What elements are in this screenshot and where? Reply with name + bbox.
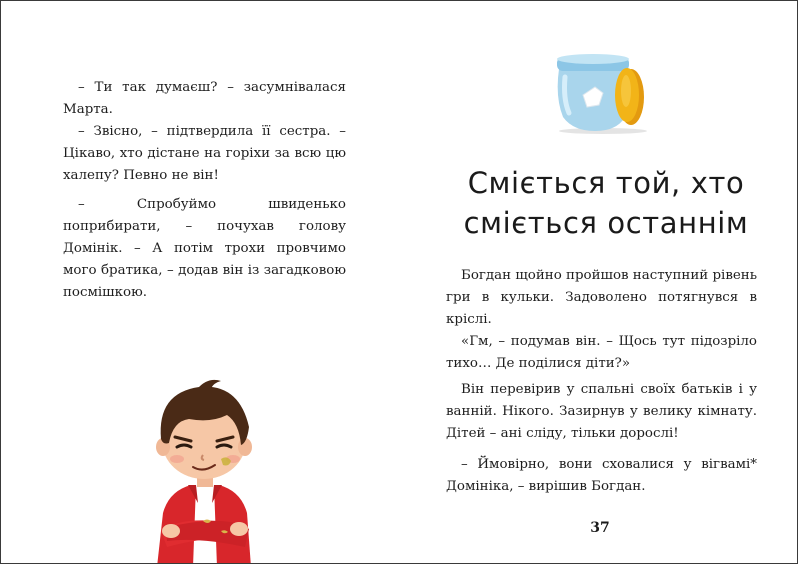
page-number: 37 — [590, 520, 610, 536]
chapter-title: Сміється той, хто сміється останнім — [463, 166, 749, 240]
right-paragraph-4: – Ймовірно, вони сховалися у вігвамі* Домініка, – вирішив Богдан. — [446, 457, 757, 494]
right-paragraph-3: Він перевірив у спальні своїх батьків і у ванній. Нікого. Зазирнув у велику кімнату. Дітей – ані сліду, тільки дорослі! — [446, 382, 757, 441]
left-page — [1, 1, 401, 563]
left-paragraph-3: – Спробуймо швиденько поприбирати, – почухав голову Домінік. – А потім трохи провчимо мого братика, – додав він із загадковою посмішкою. — [63, 197, 346, 300]
jar-icon — [551, 47, 651, 135]
left-paragraph-1: – Ти так думаєш? – засумнівалася Марта. — [63, 80, 346, 117]
right-paragraph-2: «Гм, – подумав він. – Щось тут підозріло тихо… Де поділися діти?» — [446, 334, 757, 371]
boy-illustration — [141, 363, 266, 564]
left-paragraph-2: – Звісно, – підтвердила її сестра. – Цікаво, хто дістане на горіхи за всю цю халепу? Певно не він! — [63, 124, 346, 183]
right-page — [401, 1, 798, 563]
right-paragraph-1: Богдан щойно пройшов наступний рівень гри в кульки. Задоволено потягнувся в кріслі. — [446, 268, 757, 327]
